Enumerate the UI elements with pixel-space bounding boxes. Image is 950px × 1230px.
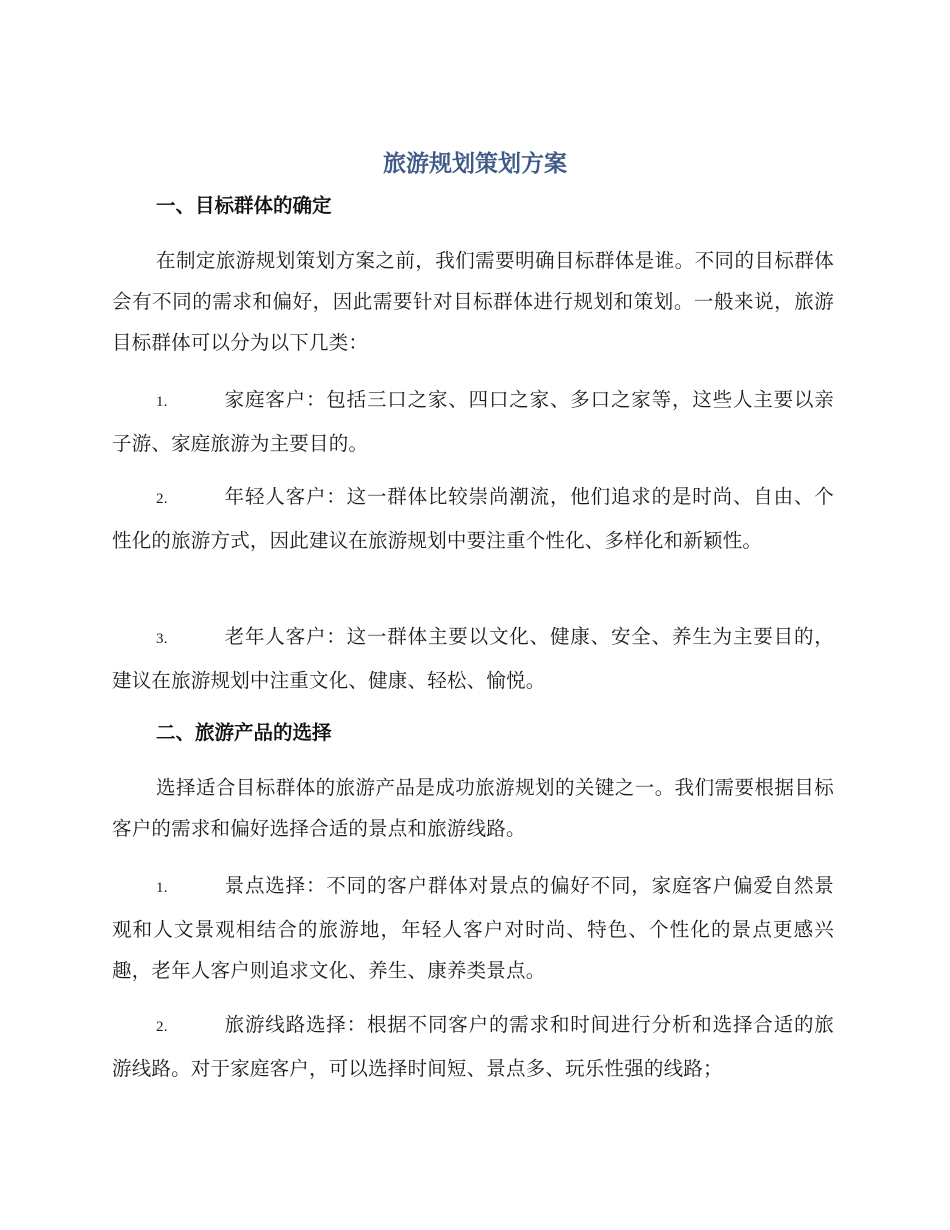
- paragraph: 选择适合目标群体的旅游产品是成功旅游规划的关键之一。我们需要根据目标客户的需求和偏好选择合适的景点和旅游线路。: [112, 776, 834, 840]
- document-title: 旅游规划策划方案: [383, 151, 567, 177]
- list-number: 1.: [156, 880, 168, 896]
- list-item-text: 家庭客户：包括三口之家、四口之家、多口之家等，这些人主要以亲子游、家庭旅游为主要目的。: [112, 388, 834, 455]
- list-number: 2.: [156, 491, 168, 507]
- section-1-intro: [112, 240, 834, 363]
- list-item: [112, 616, 834, 701]
- list-item-text: 年轻人客户：这一群体比较崇尚潮流，他们追求的是时尚、自由、个性化的旅游方式，因此建议在旅游规划中要注重个性化、多样化和新颖性。: [112, 485, 834, 552]
- list-number: 2.: [156, 1019, 168, 1035]
- list-item-text: 旅游线路选择：根据不同客户的需求和时间进行分析和选择合适的旅游线路。对于家庭客户，可以选择时间短、景点多、玩乐性强的线路；: [112, 1013, 834, 1080]
- list-item: [112, 476, 834, 561]
- list-item: [112, 1004, 834, 1089]
- list-item-text: 老年人客户：这一群体主要以文化、健康、安全、养生为主要目的，建议在旅游规划中注重文化、健康、轻松、愉悦。: [112, 625, 834, 692]
- paragraph: 在制定旅游规划策划方案之前，我们需要明确目标群体是谁。不同的目标群体会有不同的需求和偏好，因此需要针对目标群体进行规划和策划。一般来说，旅游目标群体可以分为以下几类：: [112, 249, 834, 354]
- section-heading-product-selection: 二、旅游产品的选择: [156, 721, 332, 744]
- section-heading-target-group: 一、目标群体的确定: [156, 194, 332, 217]
- list-number: 3.: [156, 631, 168, 647]
- list-item-text: 景点选择：不同的客户群体对景点的偏好不同，家庭客户偏爱自然景观和人文景观相结合的旅游地，年轻人客户对时尚、特色、个性化的景点更感兴趣，老年人客户则追求文化、养生、康养类景点。: [112, 874, 834, 982]
- list-number: 1.: [156, 394, 168, 410]
- list-item: [112, 379, 834, 464]
- section-2-intro: [112, 767, 834, 849]
- list-item: [112, 865, 834, 991]
